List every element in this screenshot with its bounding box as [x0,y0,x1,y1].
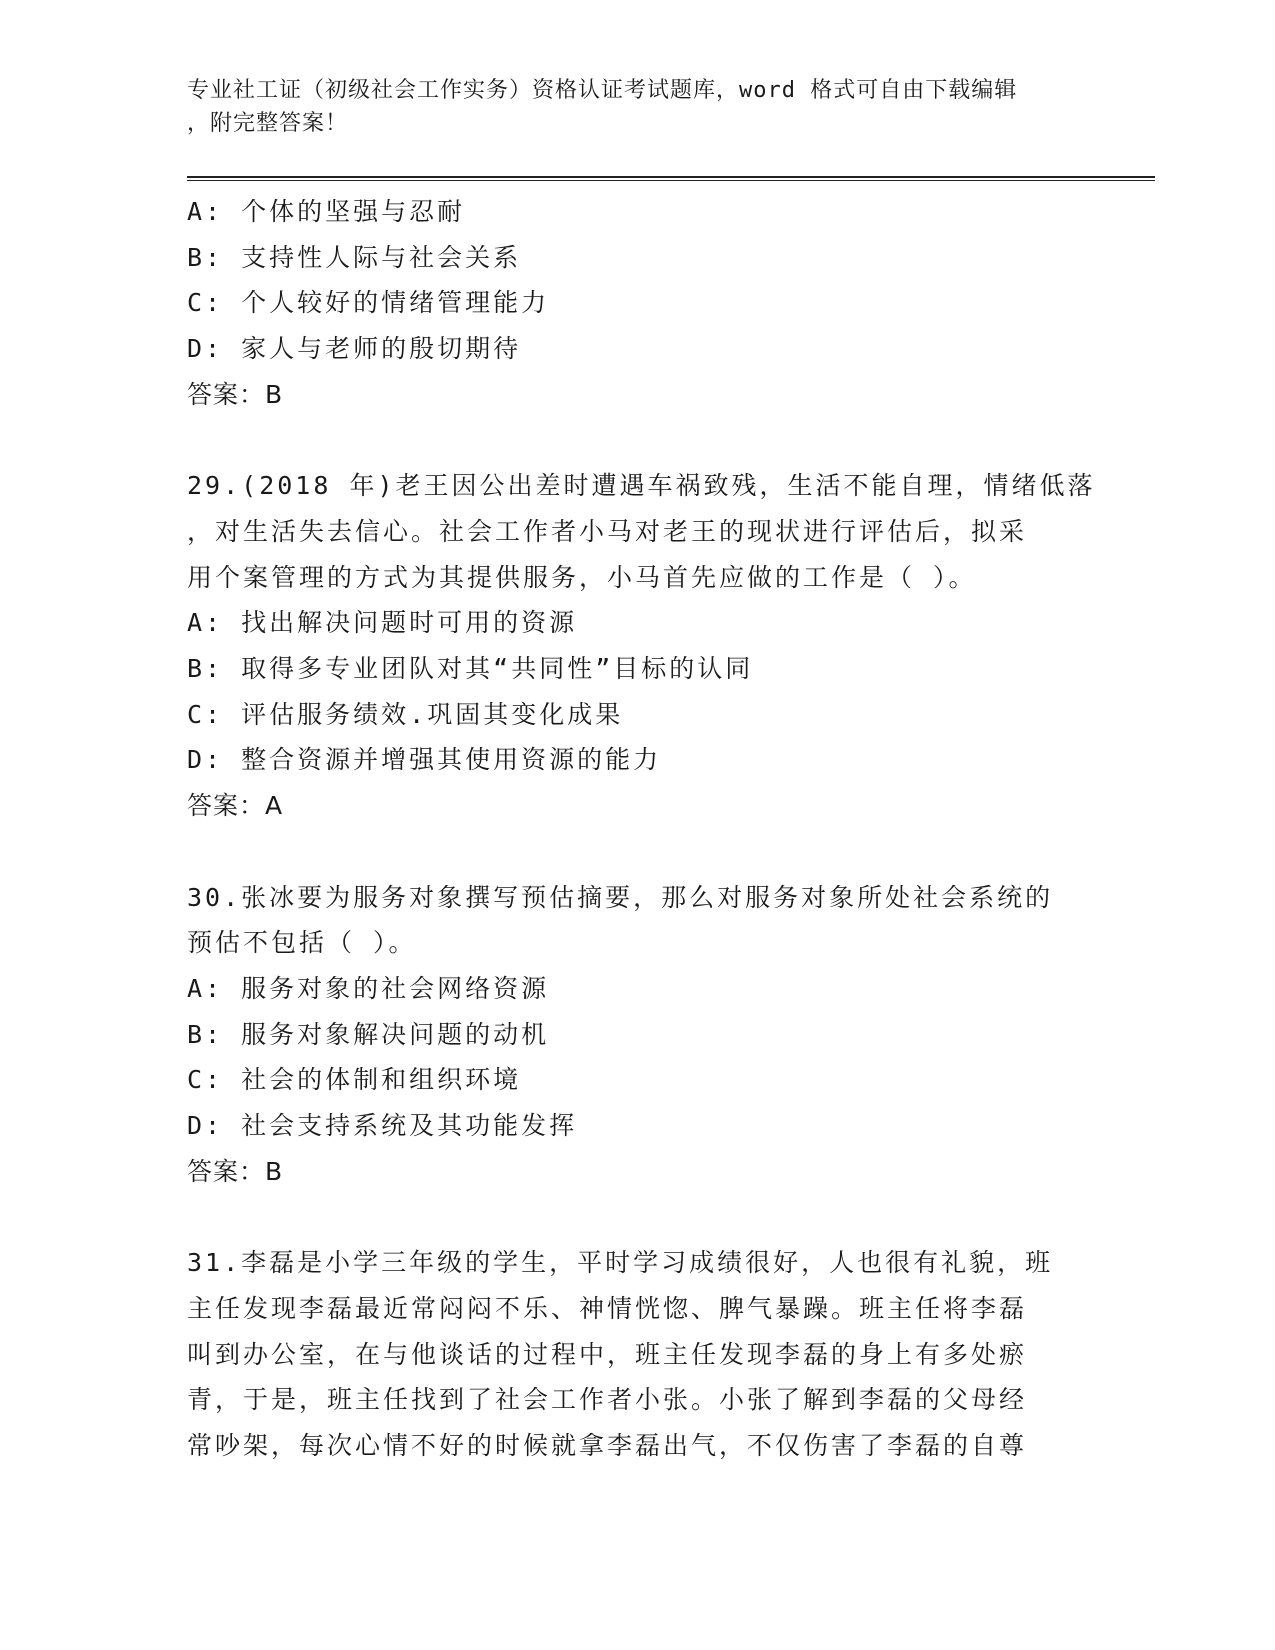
option-b: B: 服务对象解决问题的动机 [187,1019,550,1049]
question-stem-line: 常吵架，每次心情不好的时候就拿李磊出气，不仅伤害了李磊的自尊 [187,1430,1028,1460]
question-28 [187,189,1087,418]
question-30 [187,875,1087,1195]
question-stem-line: 叫到办公室，在与他谈话的过程中，班主任发现李磊的身上有多处瘀 [187,1339,1028,1369]
option-a: A: 服务对象的社会网络资源 [187,973,550,1003]
question-stem-line: 29.(2018 年)老王因公出差时遭遇车祸致残，生活不能自理，情绪低落 [187,471,1096,501]
question-stem-line: 30.张冰要为服务对象撰写预估摘要，那么对服务对象所处社会系统的 [187,882,1054,912]
question-stem-line: ，对生活失去信心。社会工作者小马对老王的现状进行评估后，拟采 [187,516,1028,546]
header-line-1: 专业社工证（初级社会工作实务）资格认证考试题库，word 格式可自由下载编辑 [187,78,1018,103]
option-d: D: 整合资源并增强其使用资源的能力 [187,745,662,775]
spacer [187,418,1087,464]
option-c: C: 评估服务绩效.巩固其变化成果 [187,699,624,729]
header-line-2: ，附完整答案！ [187,111,349,136]
answer: 答案：B [187,1156,284,1186]
question-stem-line: 用个案管理的方式为其提供服务，小马首先应做的工作是（ ）。 [187,562,977,592]
document-header [187,74,1087,140]
question-29 [187,463,1096,829]
spacer [187,1194,1087,1240]
question-31 [187,1240,1087,1469]
option-d: D: 社会支持系统及其功能发挥 [187,1111,578,1141]
question-stem-line: 预估不包括（ ）。 [187,928,417,958]
option-c: C: 个人较好的情绪管理能力 [187,288,550,318]
spacer [187,829,1087,875]
header-divider [187,176,1155,181]
question-content [187,189,1096,1469]
option-b: B: 取得多专业团队对其“共同性”目标的认同 [187,654,754,684]
option-c: C: 社会的体制和组织环境 [187,1065,522,1095]
question-stem-line: 31.李磊是小学三年级的学生，平时学习成绩很好，人也很有礼貌，班 [187,1248,1054,1278]
option-a: A: 个体的坚强与忍耐 [187,197,466,226]
answer: 答案：B [187,379,284,409]
option-b: B: 支持性人际与社会关系 [187,242,522,272]
question-stem-line: 青，于是，班主任找到了社会工作者小张。小张了解到李磊的父母经 [187,1385,1028,1415]
answer: 答案：A [187,791,284,821]
question-stem-line: 主任发现李磊最近常闷闷不乐、神情恍惚、脾气暴躁。班主任将李磊 [187,1293,1028,1323]
option-d: D: 家人与老师的殷切期待 [187,334,522,364]
option-a: A: 找出解决问题时可用的资源 [187,608,578,638]
